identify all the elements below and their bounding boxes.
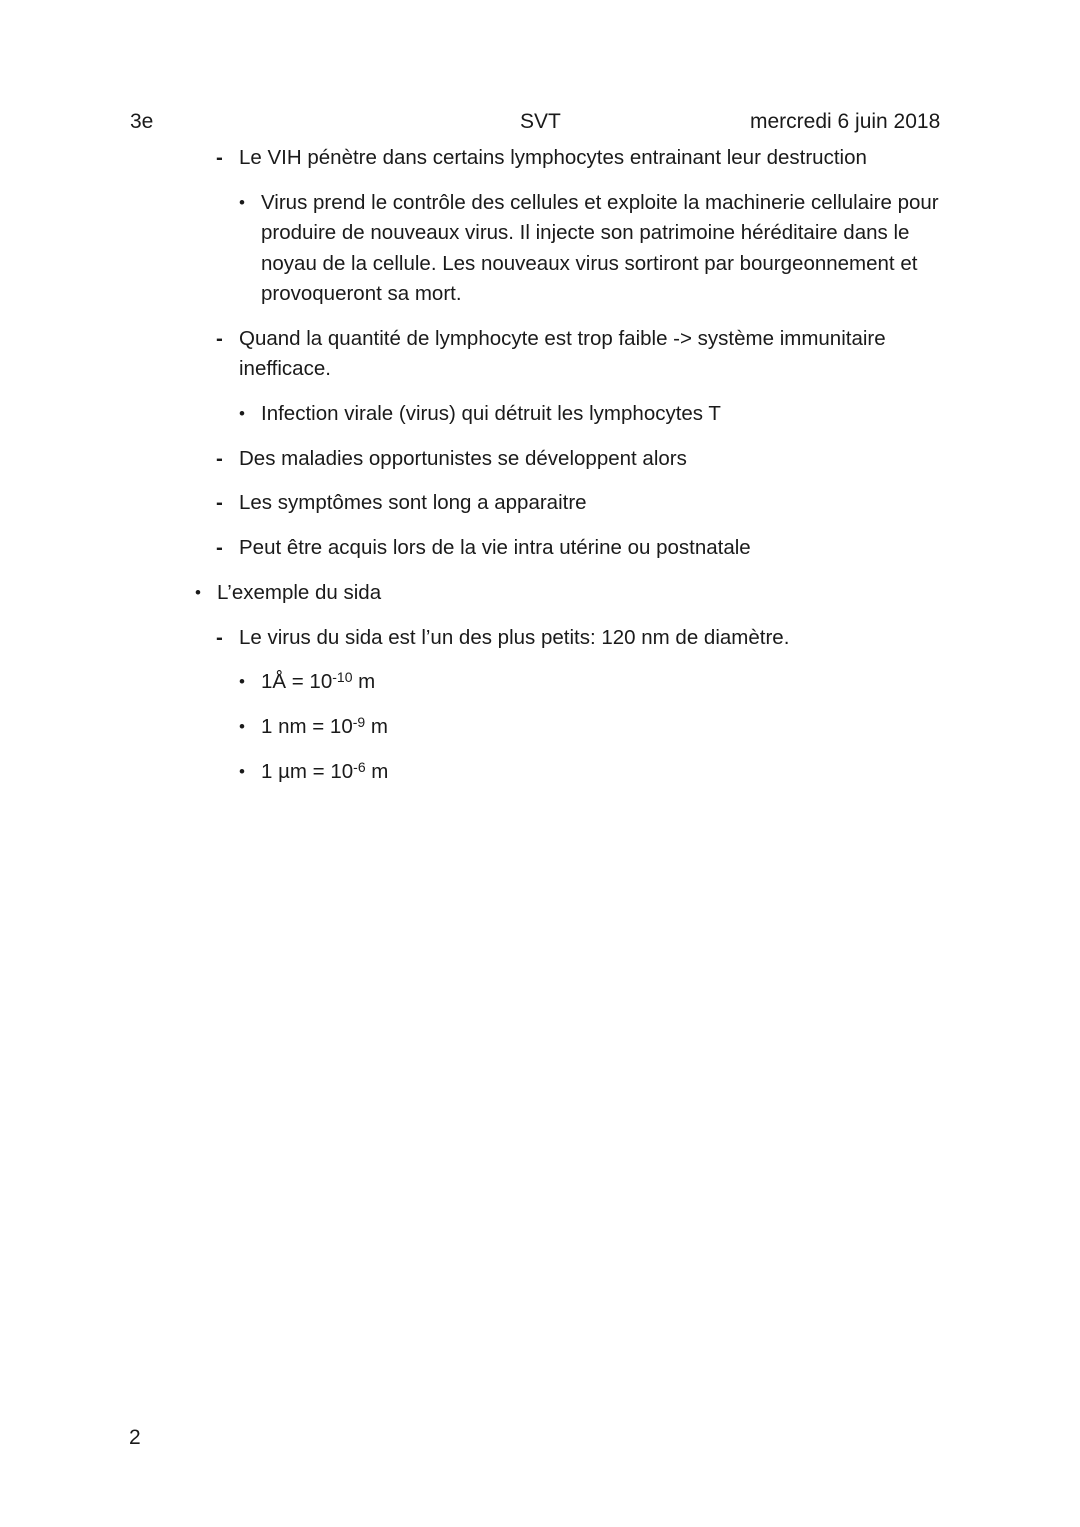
list-item xyxy=(195,578,937,608)
list-item xyxy=(239,712,761,742)
dash-marker: - xyxy=(216,327,223,350)
list-item xyxy=(239,399,941,429)
list-item-text: L’exemple du sida xyxy=(217,581,382,604)
bullet-marker: • xyxy=(239,672,245,691)
list-item-text: Des maladies opportunistes se développent alors xyxy=(239,447,687,470)
unit-exponent: -9 xyxy=(352,714,366,730)
bullet-marker: • xyxy=(239,193,245,212)
list-item xyxy=(239,188,941,309)
unit-exponent: -10 xyxy=(332,669,353,685)
header-class: 3e xyxy=(130,110,154,133)
list-item-text: Virus prend le contrôle des cellules et exploite la machinerie cellulaire pour produire de nouveaux virus. Il injecte son patrimoine héréditaire dans le noyau de la cellule. Les nouveaux virus sortiront par bourgeonnement et provoqueront sa mort. xyxy=(261,191,939,305)
list-item xyxy=(216,324,944,385)
unit-conversion xyxy=(261,667,761,697)
dash-marker: - xyxy=(216,536,223,559)
bullet-marker: • xyxy=(239,404,245,423)
unit-base: 1 nm = 10 xyxy=(261,715,353,738)
bullet-marker: • xyxy=(239,762,245,781)
list-item-text: Peut être acquis lors de la vie intra utérine ou postnatale xyxy=(239,536,751,559)
unit-conversion xyxy=(261,757,761,787)
list-item-text: Quand la quantité de lymphocyte est trop faible -> système immunitaire inefficace. xyxy=(239,327,886,381)
dash-marker: - xyxy=(216,626,223,649)
list-item xyxy=(239,757,761,787)
list-item xyxy=(216,444,944,474)
list-item-text: Le virus du sida est l’un des plus petits: 120 nm de diamètre. xyxy=(239,626,790,649)
list-item-text: Les symptômes sont long a apparaitre xyxy=(239,491,587,514)
dash-marker: - xyxy=(216,146,223,169)
unit-symbol: m xyxy=(365,715,388,738)
list-item-text: Infection virale (virus) qui détruit les lymphocytes T xyxy=(261,402,721,425)
list-item-text: Le VIH pénètre dans certains lymphocytes entrainant leur destruction xyxy=(239,146,867,169)
page-number: 2 xyxy=(129,1426,141,1449)
list-item xyxy=(216,533,944,563)
unit-conversion xyxy=(261,712,761,742)
list-item xyxy=(216,143,959,173)
list-item xyxy=(216,623,944,653)
bullet-marker: • xyxy=(239,717,245,736)
unit-symbol: m xyxy=(365,760,389,783)
unit-exponent: -6 xyxy=(353,759,366,775)
dash-marker: - xyxy=(216,447,223,470)
unit-base: 1Å = 10 xyxy=(261,670,333,693)
unit-symbol: m xyxy=(352,670,376,693)
list-item xyxy=(239,667,761,697)
unit-base: 1 µm = 10 xyxy=(261,760,354,783)
list-item xyxy=(216,488,944,518)
header-subject: SVT xyxy=(520,110,561,133)
bullet-marker: • xyxy=(195,583,201,602)
dash-marker: - xyxy=(216,491,223,514)
header-date: mercredi 6 juin 2018 xyxy=(750,110,941,133)
